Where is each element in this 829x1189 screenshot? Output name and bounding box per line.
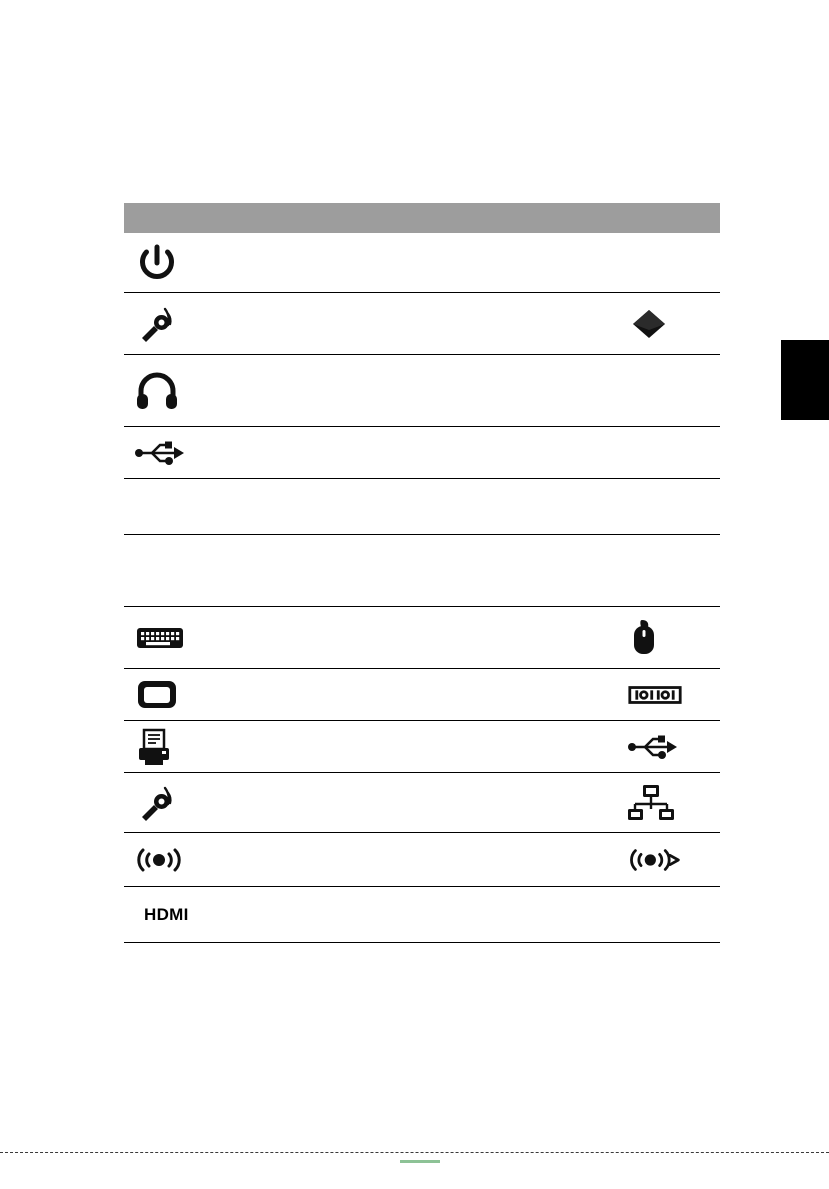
page-side-tab bbox=[781, 340, 829, 420]
keyboard-icon bbox=[134, 616, 190, 660]
table-cell-left bbox=[124, 725, 422, 769]
table-cell-right bbox=[422, 673, 720, 717]
monitor-icon bbox=[134, 673, 190, 717]
table-cell-left bbox=[124, 781, 422, 825]
table-cell-left bbox=[124, 431, 422, 475]
table-row bbox=[124, 355, 720, 427]
mouse-icon bbox=[627, 616, 683, 660]
page-bottom-marker bbox=[400, 1160, 440, 1163]
network-icon bbox=[627, 781, 683, 825]
table-row bbox=[124, 233, 720, 293]
microphone-icon bbox=[134, 781, 190, 825]
table-cell-right bbox=[422, 838, 720, 882]
printer-icon bbox=[134, 725, 190, 769]
table-row bbox=[124, 887, 720, 943]
usb-icon bbox=[627, 725, 683, 769]
microphone-icon bbox=[134, 302, 190, 346]
table-row bbox=[124, 607, 720, 669]
table-cell-left bbox=[124, 616, 422, 660]
headphones-icon bbox=[134, 369, 190, 413]
table-row bbox=[124, 721, 720, 773]
table-cell-right bbox=[422, 781, 720, 825]
connector-icon-table bbox=[124, 203, 720, 943]
table-cell-left bbox=[124, 673, 422, 717]
power-icon bbox=[134, 241, 190, 285]
table-cell-left bbox=[124, 369, 422, 413]
table-cell-left bbox=[124, 905, 422, 925]
table-cell-left bbox=[124, 241, 422, 285]
table-row bbox=[124, 833, 720, 887]
table-cell-left bbox=[124, 838, 422, 882]
table-row bbox=[124, 535, 720, 607]
serial-port-icon bbox=[627, 673, 683, 717]
table-row bbox=[124, 669, 720, 721]
table-cell-left bbox=[124, 302, 422, 346]
table-cell-right bbox=[422, 302, 720, 346]
diamond-icon bbox=[627, 302, 683, 346]
table-header-bar bbox=[124, 203, 720, 233]
table-row bbox=[124, 479, 720, 535]
line-out-icon bbox=[627, 838, 683, 882]
usb-icon bbox=[134, 431, 190, 475]
table-cell-right bbox=[422, 725, 720, 769]
table-cell-right bbox=[422, 616, 720, 660]
table-row bbox=[124, 293, 720, 355]
table-row bbox=[124, 773, 720, 833]
table-row bbox=[124, 427, 720, 479]
page-bottom-rule bbox=[0, 1152, 829, 1153]
line-in-icon bbox=[134, 838, 190, 882]
hdmi-label: HDMI bbox=[144, 904, 189, 924]
